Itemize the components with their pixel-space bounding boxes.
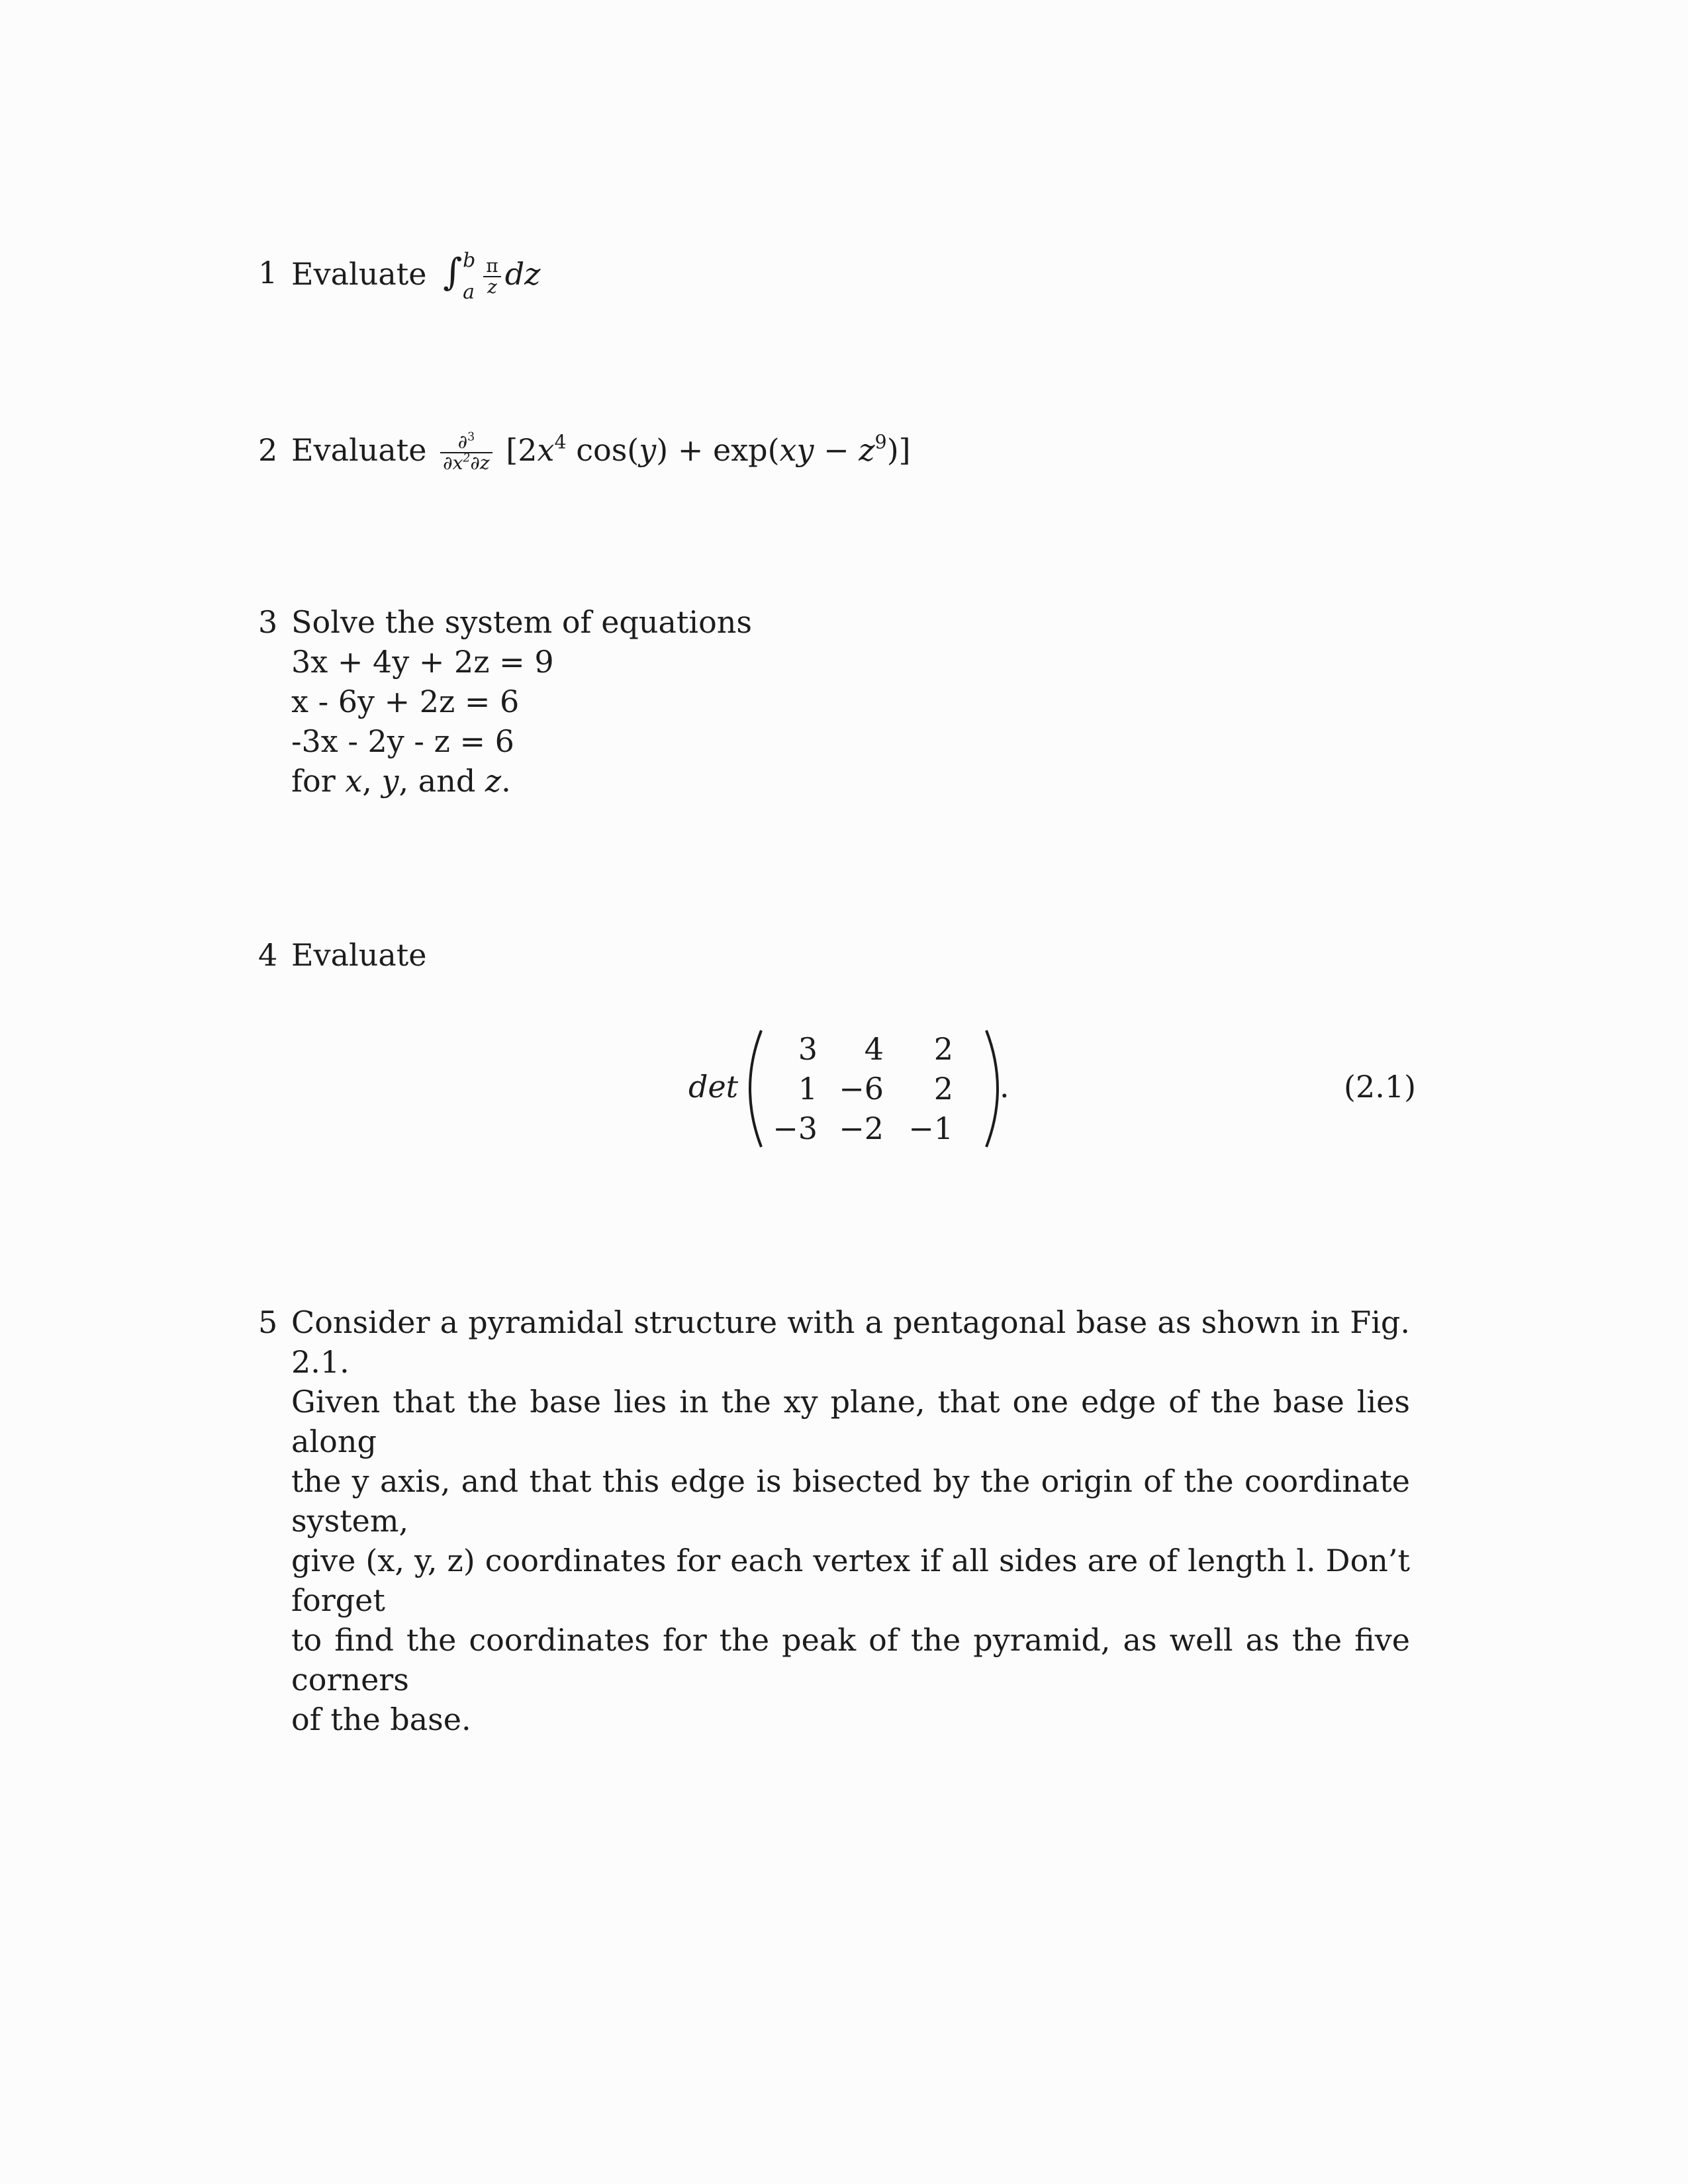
paragraph-line: Consider a pyramidal structure with a pentagonal base as shown in Fig. 2.1.	[291, 1304, 1410, 1380]
paragraph-line: give (x, y, z) coordinates for each vertex if all sides are of length l. Don’t forget	[291, 1543, 1410, 1618]
paragraph-line: of the base.	[291, 1702, 471, 1737]
variables-line: for x, y, and z.	[291, 763, 511, 799]
problem-label: Evaluate	[291, 937, 427, 973]
matrix-cell: −6	[839, 1071, 884, 1107]
problem-text	[291, 935, 1410, 975]
op-denominator-x: ∂x	[443, 452, 463, 474]
matrix-cell: 2	[933, 1071, 953, 1107]
problem-number: 1	[258, 255, 278, 291]
problem-number: 5	[258, 1304, 278, 1340]
fraction-numerator: π	[483, 256, 500, 277]
problem-text	[291, 602, 1410, 801]
matrix-cell: −3	[773, 1111, 818, 1146]
op-numerator-exponent: 3	[467, 430, 475, 444]
op-numerator: ∂	[457, 431, 468, 453]
equation-2: x - 6y + 2z = 6	[291, 684, 520, 719]
problem-number: 4	[258, 937, 278, 973]
integral-lower-limit: a	[463, 281, 475, 304]
problem-number: 3	[258, 604, 278, 640]
equation-number: (2.1)	[1344, 1069, 1417, 1105]
problem-text	[291, 1302, 1410, 1739]
paragraph-line: the y axis, and that this edge is bisected by the origin of the coordinate system,	[291, 1463, 1410, 1539]
problem-text	[291, 249, 1410, 304]
expression: [$2x^4$ $\cos(y) + \exp(xy - z^9)$]	[506, 431, 911, 468]
paragraph-line: Given that the base lies in the xy plane, that one edge of the base lies along	[291, 1384, 1410, 1459]
left-parenthesis	[750, 1030, 761, 1147]
matrix-cell: 1	[798, 1071, 818, 1107]
problem-text	[291, 430, 1410, 473]
paragraph-line: to find the coordinates for the peak of the pyramid, as well as the five corners	[291, 1622, 1410, 1698]
right-parenthesis	[986, 1030, 998, 1147]
problem-label: Solve the system of equations	[291, 604, 753, 640]
equation-1: 3x + 4y + 2z = 9	[291, 644, 554, 680]
matrix-cell: 4	[864, 1031, 884, 1067]
matrix	[741, 1023, 1006, 1155]
matrix-cell: 3	[798, 1031, 818, 1067]
problem-label: Evaluate	[291, 256, 427, 292]
problem-label: Evaluate	[291, 432, 427, 468]
integral-upper-limit: b	[463, 249, 476, 272]
matrix-cell: −1	[908, 1111, 953, 1146]
trailing-period: .	[1000, 1069, 1009, 1105]
matrix-cell: −2	[839, 1111, 884, 1146]
equation-3: -3x - 2y - z = 6	[291, 723, 514, 759]
determinant-label: det	[688, 1069, 739, 1105]
matrix-cell: 2	[933, 1031, 953, 1067]
differential: dz	[504, 256, 541, 292]
fraction-denominator: z	[487, 276, 497, 298]
op-denominator-exponent: 2	[463, 451, 471, 465]
partial-derivative-operator	[440, 432, 492, 473]
problem-number: 2	[258, 432, 278, 468]
integrand-fraction	[483, 256, 500, 297]
integral-sign: ∫ b a	[443, 253, 462, 293]
op-denominator-z: ∂z	[470, 452, 490, 474]
